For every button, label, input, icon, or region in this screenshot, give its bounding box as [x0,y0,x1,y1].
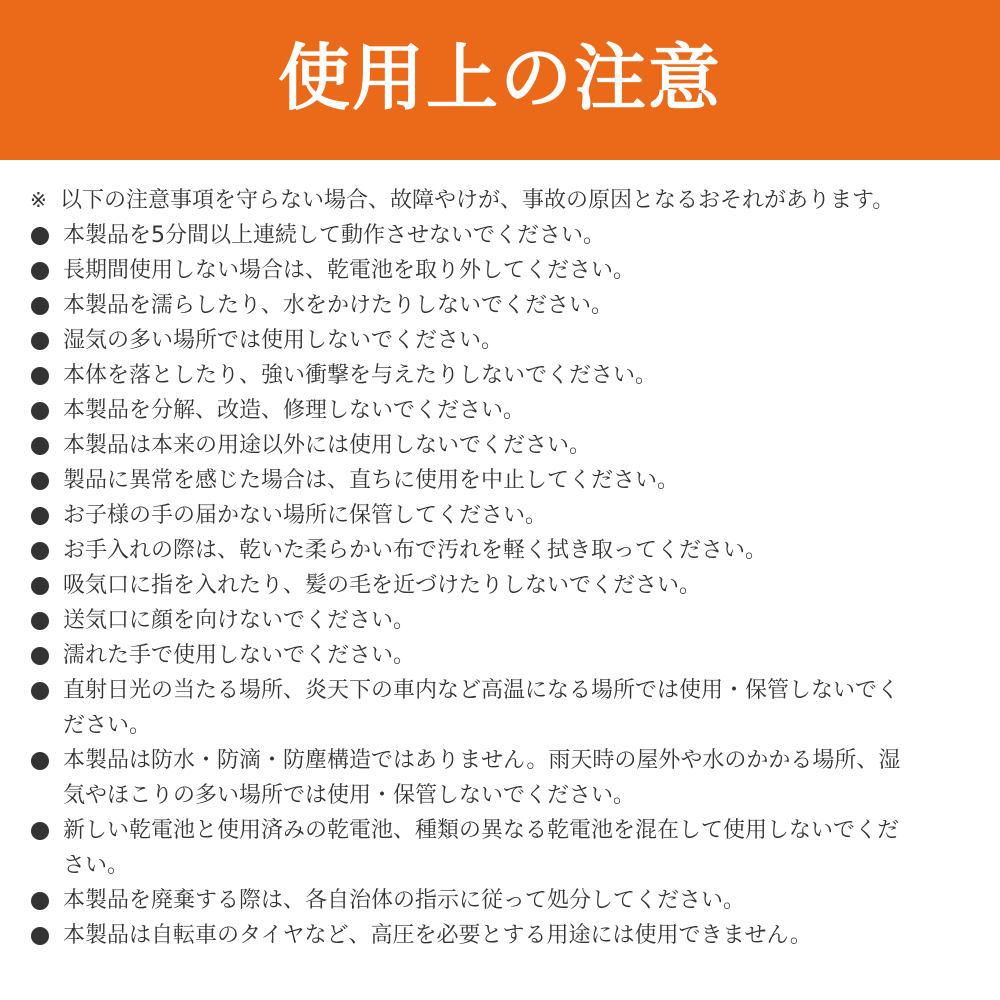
caution-items [30,218,975,953]
list-item-text [63,918,975,953]
list-item [30,813,975,883]
list-item [30,288,975,323]
list-item-text [63,498,975,533]
bullet-icon [30,463,63,498]
bullet-icon [30,603,63,638]
list-item-text [63,673,975,743]
reference-mark: ※ [30,188,47,212]
caution-note [30,183,975,218]
list-item [30,533,975,568]
list-item-text [63,253,975,288]
list-item-line: 本製品は防水・防滴・防塵構造ではありません。雨天時の屋外や水のかかる場所、湿 [63,748,901,773]
list-item [30,883,975,918]
list-item-line: 本製品を濡らしたり、水をかけたりしないでください。 [63,293,614,318]
list-item-line: 濡れた手で使用しないでください。 [63,643,416,668]
list-item-text [63,393,975,428]
list-item [30,673,975,743]
bullet-icon [30,323,63,358]
list-item [30,498,975,533]
bullet-icon [30,428,63,463]
list-item-line: 気やほこりの多い場所では使用・保管しないでください。 [63,783,636,808]
list-item [30,323,975,358]
caution-note-text: 以下の注意事項を守らない場合、故障やけが、事故の原因となるおそれがあります。 [60,188,895,213]
list-item-text [63,883,975,918]
list-item-line: 送気口に顔を向けないでください。 [63,608,416,633]
bullet-icon [30,533,63,568]
list-item [30,358,975,393]
bullet-icon [30,253,63,288]
header-banner [0,0,1000,160]
list-item-line: 本体を落としたり、強い衝撃を与えたりしないでください。 [63,363,658,388]
list-item-text [63,603,975,638]
list-item-line: さい。 [63,853,130,878]
list-item [30,603,975,638]
bullet-icon [30,883,63,918]
list-item-line: 湿気の多い場所では使用しないでください。 [63,328,504,353]
list-item-line: 本製品を5分間以上連続して動作させないでください。 [63,223,605,248]
list-item [30,463,975,498]
bullet-icon [30,673,63,708]
list-item-line: 本製品は本来の用途以外には使用しないでください。 [63,433,592,458]
list-item [30,253,975,288]
list-item-line: 吸気口に指を入れたり、髪の毛を近づけたりしないでください。 [63,573,702,598]
bullet-icon [30,638,63,673]
bullet-icon [30,393,63,428]
list-item-text [63,358,975,393]
list-item-text [63,463,975,498]
list-item-text [63,743,975,813]
list-item [30,218,975,253]
bullet-icon [30,358,63,393]
list-item-line: 本製品は自転車のタイヤなど、高圧を必要とする用途には使用できません。 [63,923,812,948]
list-item-line: 新しい乾電池と使用済みの乾電池、種類の異なる乾電池を混在して使用しないでくだ [63,818,900,843]
list-item [30,743,975,813]
list-item-text [63,288,975,323]
list-item-line: 直射日光の当たる場所、炎天下の車内など高温になる場所では使用・保管しないでく [63,678,900,703]
list-item-line: お手入れの際は、乾いた柔らかい布で汚れを軽く拭き取ってください。 [63,538,768,563]
list-item-text [63,533,975,568]
bullet-icon [30,218,63,253]
bullet-icon [30,813,63,848]
list-item [30,638,975,673]
list-item-line: 長期間使用しない場合は、乾電池を取り外してください。 [63,258,636,283]
bullet-icon [30,498,63,533]
list-item-text [63,813,975,883]
caution-list [30,183,975,953]
bullet-icon [30,743,63,778]
list-item-line: お子様の手の届かない場所に保管してください。 [63,503,548,528]
list-item-text [63,568,975,603]
bullet-icon [30,918,63,953]
list-item [30,568,975,603]
list-item-line: 本製品を分解、改造、修理しないでください。 [63,398,526,423]
list-item-text [63,323,975,358]
list-item-text [63,638,975,673]
bullet-icon [30,568,63,603]
list-item-text [63,428,975,463]
list-item-line: 本製品を廃棄する際は、各自治体の指示に従って処分してください。 [63,888,746,913]
list-item [30,428,975,463]
list-item-text [63,218,975,253]
list-item [30,393,975,428]
page-title: 使用上の注意 [277,36,722,120]
bullet-icon [30,288,63,323]
list-item-line: 製品に異常を感じた場合は、直ちに使用を中止してください。 [63,468,680,493]
list-item-line: ださい。 [63,713,152,738]
list-item [30,918,975,953]
